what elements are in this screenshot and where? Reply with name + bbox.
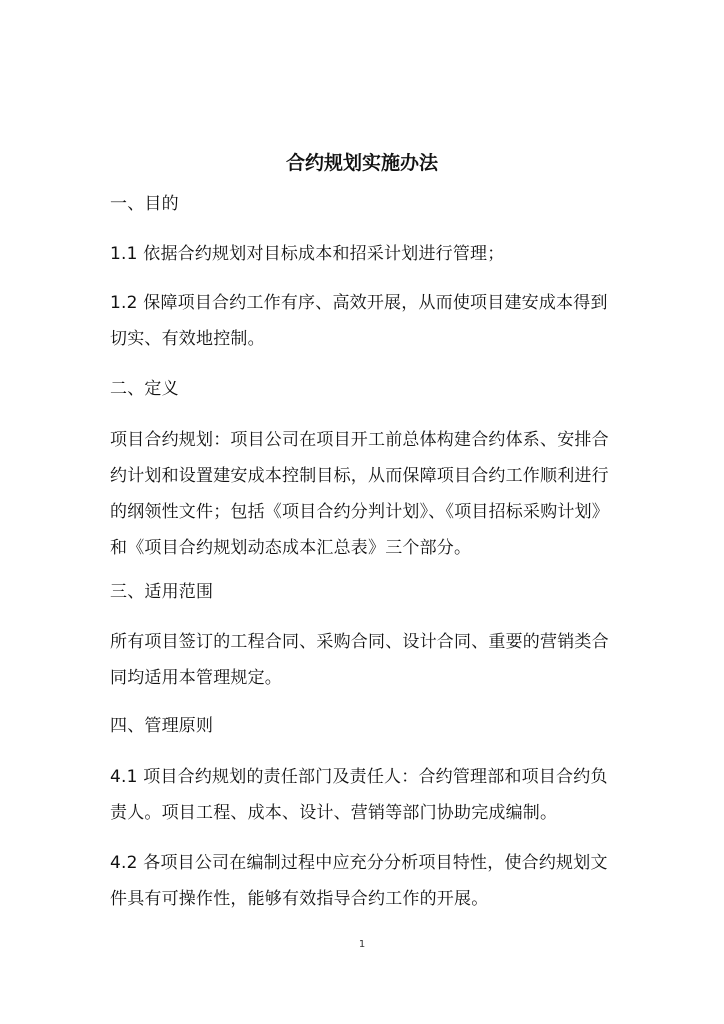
- paragraph-definition: 项目合约规划：项目公司在项目开工前总体构建合约体系、安排合约计划和设置建安成本控制目标，从而保障项目合约工作顺利进行的纲领性文件；包括《项目合约分判计划》、《项目招标采购计划》和《项目合约规划动态成本汇总表》三个部分。: [110, 430, 609, 558]
- paragraph-scope: 所有项目签订的工程合同、采购合同、设计合同、重要的营销类合同均适用本管理规定。: [110, 632, 609, 688]
- paragraph-4-1: 4.1 项目合约规划的责任部门及责任人：合约管理部和项目合约负责人。项目工程、成本、设计、营销等部门协助完成编制。: [110, 767, 608, 823]
- section-heading-purpose: 一、目的: [110, 194, 179, 214]
- paragraph-4-2: 4.2 各项目公司在编制过程中应充分分析项目特性，使合约规划文件具有可操作性，能够有效指导合约工作的开展。: [110, 853, 608, 909]
- page-number: 1: [358, 939, 366, 950]
- document-title: 合约规划实施办法: [285, 152, 438, 174]
- section-heading-definition: 二、定义: [110, 379, 179, 399]
- paragraph-1-2: 1.2 保障项目合约工作有序、高效开展，从而使项目建安成本得到切实、有效地控制。: [110, 293, 608, 349]
- section-heading-principles: 四、管理原则: [110, 716, 214, 736]
- section-heading-scope: 三、适用范围: [110, 582, 214, 602]
- paragraph-1-1: 1.1 依据合约规划对目标成本和招采计划进行管理；: [110, 244, 505, 264]
